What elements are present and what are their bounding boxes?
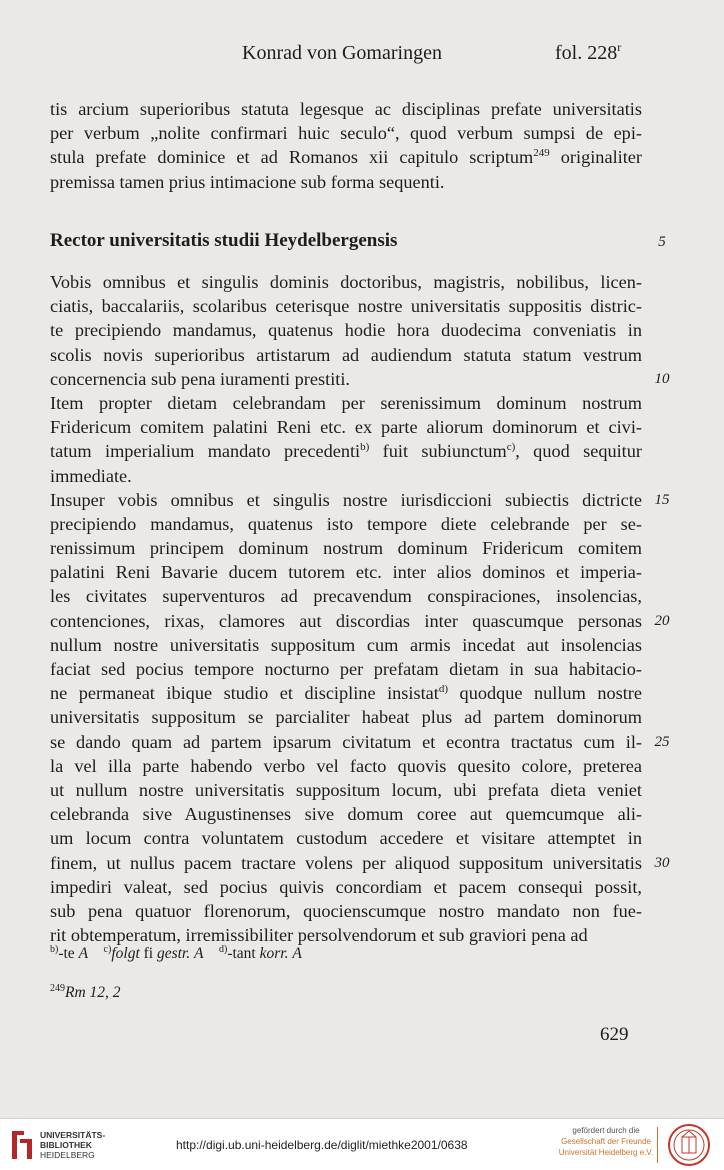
text-segment: universitatis suppositum se parcialiter habeat plus ad partem dominorum: [50, 707, 642, 728]
text-line: [50, 415, 642, 439]
source-footnote: $^{249}$Rm 12, 2: [50, 982, 121, 1001]
line-number: 10: [654, 371, 670, 387]
section-heading: Rector universitatis studii Heydelbergensis: [50, 230, 398, 251]
text-line: [50, 391, 642, 415]
text-segment: se dando quam ad partem ipsarum civitatum et econtra tractatus cum il-: [50, 731, 642, 752]
line-number: 25: [654, 734, 670, 750]
text-segment: celebranda sive Augustinenses sive domum coree aut quemcumque ali-: [50, 804, 642, 825]
footnote-marker: d): [438, 683, 449, 696]
text-segment: stula prefate dominice et ad Romanos xii capitulo scriptum: [50, 147, 534, 168]
footnote-marker: 249: [533, 147, 550, 160]
text-line: [50, 294, 642, 318]
footer-divider: [657, 1127, 658, 1163]
text-segment: rit obtemperatum, irremissibiliter persolvendorum et sub graviori pena ad: [50, 925, 588, 946]
text-segment: renissimum principem dominum nostrum dominum Fridericum comitem: [50, 538, 642, 559]
text-segment: Fridericum comitem palatini Reni etc. ex parte aliorum dominorum et civi-: [50, 417, 642, 438]
text-line: [50, 560, 642, 584]
apparatus-footnotes: $^{b)}$-te A $^{c)}$folgt fi gestr. A $^{d)}$-tant korr. A: [50, 943, 302, 962]
text-segment: Item propter dietam celebrandam per serenissimum dominum nostrum: [50, 392, 642, 413]
text-segment: Vobis omnibus et singulis dominis doctoribus, magistris, nobilibus, licen-: [50, 272, 642, 292]
text-segment: sub pena quatuor florenorum, quocienscumque nostro mandato non fue-: [50, 900, 642, 921]
text-line: [50, 97, 642, 121]
running-header: [0, 42, 724, 72]
running-title: Konrad von Gomaringen: [242, 42, 442, 64]
line-number: 20: [654, 613, 670, 629]
text-segment: faciat sed pocius tempore nocturno per prefatam dietam in sua habitacio-: [50, 659, 642, 679]
text-line: [50, 826, 642, 850]
text-line: [50, 875, 642, 899]
text-segment: Insuper vobis omnibus et singulis nostre iurisdiccioni subiectis dictricte: [50, 489, 642, 510]
text-segment: finem, ut nullus pacem tractare volens per aliquod suppositum universitatis: [50, 852, 642, 873]
text-segment: fuit subiunctum: [369, 441, 507, 462]
university-seal-icon: [666, 1123, 712, 1167]
text-segment: originaliter: [549, 147, 643, 168]
text-line: [50, 270, 642, 294]
text-segment: tis arcium superioribus statuta legesque ac disciplinas prefate universitatis: [50, 99, 642, 119]
text-segment: ne permaneat ibique studio et discipline insistat: [50, 683, 439, 704]
page-number: 629: [600, 1024, 629, 1045]
line-number: 5: [658, 234, 666, 250]
text-line: [50, 802, 642, 826]
text-line: [50, 512, 642, 536]
text-segment: contenciones, rixas, clamores aut discordias inter quascumque personas: [50, 610, 642, 631]
text-segment: tatum imperialium mandato precedenti: [50, 441, 361, 462]
text-line: [50, 923, 642, 947]
text-segment: les civitates superventuros ad precavendum conspiraciones, insolencias,: [50, 586, 642, 607]
text-segment: la vel illa parte habendo verbo vel facto quovis quesito colore, preterea: [50, 755, 642, 776]
text-segment: , quod sequitur: [515, 441, 642, 462]
text-line: [50, 609, 642, 633]
body-text: [50, 270, 642, 947]
footer-bar: [0, 1118, 724, 1170]
text-segment: precipiendo mandamus, quatenus isto tempore diete celebrande per se-: [50, 513, 642, 534]
text-line: [50, 439, 642, 463]
text-segment: nullum nostre universitatis suppositum cum armis incedat aut insolencias: [50, 634, 642, 655]
text-segment: premissa tamen prius intimacione sub forma sequenti.: [50, 171, 445, 192]
text-line: [50, 145, 642, 169]
sponsor-credit: gefördert durch die Gesellschaft der Freunde Universität Heidelberg e.V.: [558, 1126, 654, 1157]
text-line: [50, 681, 642, 705]
text-segment: concernencia sub pena iuramenti prestiti.: [50, 368, 350, 389]
text-segment: um locum contra voluntatem custodum accedere et visitare attemptet in: [50, 828, 642, 849]
text-line: [50, 705, 642, 729]
text-line: [50, 899, 642, 923]
text-line: [50, 170, 642, 194]
text-line: [50, 536, 642, 560]
text-line: [50, 121, 642, 145]
text-line: [50, 778, 642, 802]
text-line: [50, 730, 642, 754]
text-segment: per verbum „nolite confirmari huic seculo“, quod verbum sumpsi de epi-: [50, 123, 642, 144]
text-segment: quodque nullum nostre: [448, 683, 642, 704]
footnote-marker: c): [506, 441, 516, 454]
text-segment: scolis novis superioribus artistarum ad audiendum statuta statum vestrum: [50, 344, 642, 365]
text-line: [50, 754, 642, 778]
library-name: UNIVERSITÄTS- BIBLIOTHEK HEIDELBERG: [40, 1130, 106, 1160]
text-line: [50, 851, 642, 875]
text-segment: ut nullum nostre universitatis suppositum locum, ubi prefata dieta veniet: [50, 779, 642, 800]
text-line: [50, 343, 642, 367]
text-line: [50, 584, 642, 608]
text-segment: te precipiendo mandamus, quatenus hodie hora duodecima conveniatis in: [50, 320, 642, 341]
text-line: [50, 367, 642, 391]
text-segment: ciatis, baccalariis, scolaribus ceterisque nostre universitatis suppositis distric-: [50, 296, 642, 317]
text-line: [50, 657, 642, 681]
text-line: [50, 488, 642, 512]
folio-number: fol. 228$^r$: [555, 40, 622, 64]
text-line: [50, 633, 642, 657]
text-segment: palatini Reni Bavarie ducem tutorem etc. inter alios dominos et imperia-: [50, 562, 642, 583]
footnote-marker: b): [360, 441, 370, 454]
library-logo-icon[interactable]: [8, 1127, 36, 1163]
text-segment: immediate.: [50, 465, 132, 486]
line-number: 30: [654, 855, 670, 871]
permalink-url[interactable]: http://digi.ub.uni-heidelberg.de/diglit/miethke2001/0638: [176, 1138, 468, 1152]
line-number: 15: [654, 492, 670, 508]
intro-paragraph: [50, 97, 642, 194]
text-line: [50, 318, 642, 342]
text-line: [50, 464, 642, 488]
text-segment: impediri valeat, sed pocius quivis concordiam et pacem consequi possit,: [50, 876, 642, 897]
